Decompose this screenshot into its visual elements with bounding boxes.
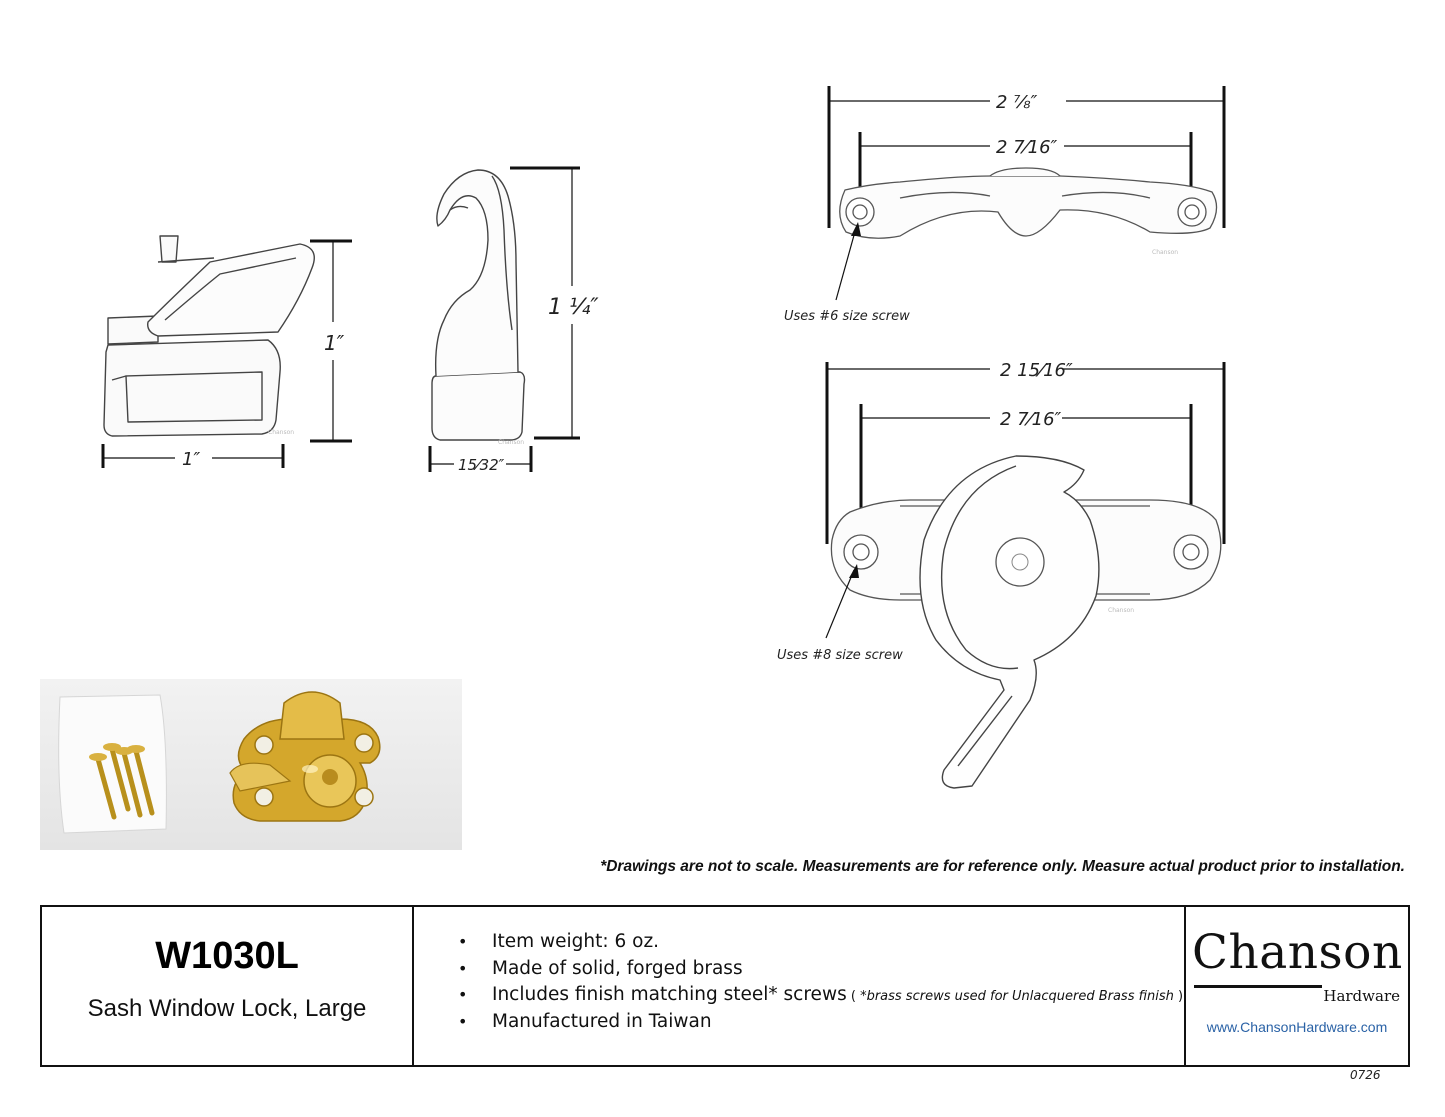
feature-item (452, 956, 1183, 983)
side-view-height-label: 1″ (324, 331, 345, 355)
feature-item (452, 929, 1183, 956)
side-view-drawing (90, 225, 370, 475)
lock-hole-spacing: 2 7⁄16″ (1000, 409, 1062, 430)
lock-outer-width: 2 15⁄16″ (1000, 360, 1073, 381)
side-view-watermark: Chanson (268, 429, 295, 436)
bullet-icon: • (458, 958, 468, 978)
product-photo (40, 679, 462, 850)
keeper-watermark: Chanson (1152, 249, 1179, 256)
profile-view-drawing (420, 160, 620, 480)
profile-view-watermark: Chanson (498, 439, 525, 446)
features-cell (414, 907, 1186, 1065)
keeper-screw-note: Uses #6 size screw (784, 309, 910, 324)
feature-item (452, 1009, 1183, 1036)
model-number: W1030L (155, 935, 299, 977)
feature-note: *brass screws used for Unlacquered Brass finish (860, 989, 1174, 1004)
document-number: 0726 (1350, 1068, 1381, 1082)
spec-table (40, 905, 1410, 1067)
keeper-outer-width: 2 ⅞″ (996, 92, 1038, 113)
side-view-width-label: 1″ (182, 449, 201, 470)
feature-text: Manufactured in Taiwan (492, 1010, 712, 1032)
lock-watermark: Chanson (1108, 607, 1135, 614)
feature-note-open: ( (846, 989, 861, 1004)
brand-website-link[interactable]: www.ChansonHardware.com (1206, 1019, 1388, 1035)
keeper-hole-spacing: 2 7⁄16″ (996, 137, 1058, 158)
brass-lock-illustration (40, 679, 462, 850)
model-cell (42, 907, 414, 1065)
bullet-icon: • (458, 1011, 468, 1031)
profile-view-height-label: 1 ¼″ (548, 295, 599, 320)
brand-subtitle: Hardware (1323, 987, 1400, 1005)
feature-item (452, 982, 1183, 1009)
brand-logo: Chanson (1192, 925, 1403, 980)
lock-view-drawing (760, 350, 1250, 800)
brand-cell (1186, 907, 1408, 1065)
feature-text: Item weight: 6 oz. (492, 931, 660, 952)
bullet-icon: • (458, 985, 468, 1004)
brand-underline (1194, 985, 1322, 988)
keeper-view-drawing (770, 80, 1250, 330)
lock-screw-note: Uses #8 size screw (777, 648, 903, 663)
feature-text: Includes finish matching steel* screws (492, 984, 847, 1005)
feature-list (452, 929, 1183, 1035)
disclaimer-text: *Drawings are not to scale. Measurements are for reference only. Measure actual product prior to installation. (600, 858, 1405, 875)
feature-note-close: ) (1173, 989, 1184, 1004)
bullet-icon: • (458, 932, 468, 951)
profile-view-width-label: 15⁄32″ (458, 456, 505, 474)
feature-text: Made of solid, forged brass (492, 957, 743, 979)
product-name: Sash Window Lock, Large (87, 995, 367, 1022)
